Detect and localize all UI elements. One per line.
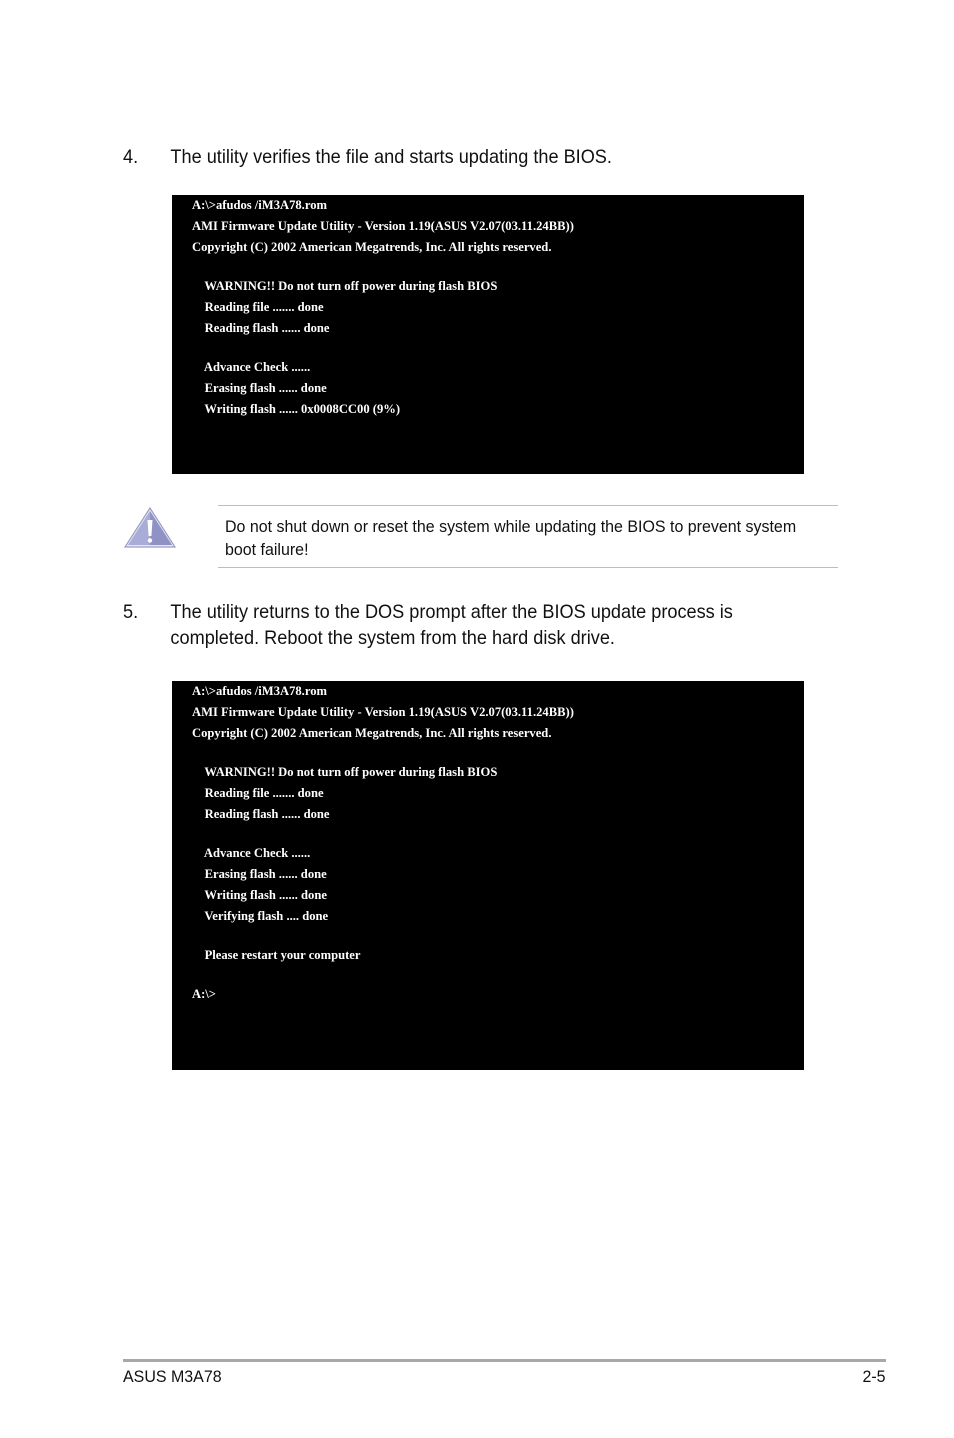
warning-triangle-icon — [123, 506, 177, 550]
footer-product-name: ASUS M3A78 — [123, 1367, 222, 1386]
terminal-line: Writing flash ...... done — [192, 888, 327, 902]
terminal-line: Reading file ....... done — [192, 300, 324, 314]
step-text-line-2: completed. Reboot the system from the hard disk drive. — [170, 627, 615, 649]
terminal-line: AMI Firmware Update Utility - Version 1.19(ASUS V2.07(03.11.24BB)) — [192, 705, 574, 719]
terminal-screen-complete — [172, 681, 804, 1070]
terminal-line: Copyright (C) 2002 American Megatrends, Inc. All rights reserved. — [192, 240, 552, 254]
step-text-line-1: The utility returns to the DOS prompt after the BIOS update process is — [170, 601, 733, 623]
terminal-line: A:\>afudos /iM3A78.rom — [192, 198, 327, 212]
footer-page-number: 2-5 — [862, 1367, 886, 1386]
terminal-line: Reading flash ...... done — [192, 321, 330, 335]
footer-rule — [123, 1359, 886, 1362]
terminal-line: Please restart your computer — [192, 948, 361, 962]
terminal-screen-flashing — [172, 195, 804, 474]
terminal-line: A:\>afudos /iM3A78.rom — [192, 684, 327, 698]
step-number: 4. — [123, 146, 139, 168]
terminal-line: WARNING!! Do not turn off power during flash BIOS — [192, 765, 498, 779]
caution-text: Do not shut down or reset the system while updating the BIOS to prevent system boot failure! — [225, 517, 797, 559]
step-4 — [123, 144, 774, 170]
step-text: The utility verifies the file and starts updating the BIOS. — [170, 146, 612, 168]
terminal-line: Advance Check ...... — [192, 360, 311, 374]
terminal-line: Reading flash ...... done — [192, 807, 330, 821]
terminal-line: Erasing flash ...... done — [192, 381, 327, 395]
terminal-line: Erasing flash ...... done — [192, 867, 327, 881]
terminal-prompt: A:\> — [192, 987, 216, 1001]
terminal-line: WARNING!! Do not turn off power during flash BIOS — [192, 279, 498, 293]
terminal-line: Writing flash ...... 0x0008CC00 (9%) — [192, 402, 401, 416]
terminal-line: Reading file ....... done — [192, 786, 324, 800]
step-5 — [123, 599, 774, 651]
terminal-line: AMI Firmware Update Utility - Version 1.19(ASUS V2.07(03.11.24BB)) — [192, 219, 574, 233]
terminal-line: Verifying flash .... done — [192, 909, 329, 923]
terminal-line: Advance Check ...... — [192, 846, 311, 860]
step-number: 5. — [123, 601, 139, 623]
caution-note — [218, 505, 838, 568]
terminal-line: Copyright (C) 2002 American Megatrends, Inc. All rights reserved. — [192, 726, 552, 740]
